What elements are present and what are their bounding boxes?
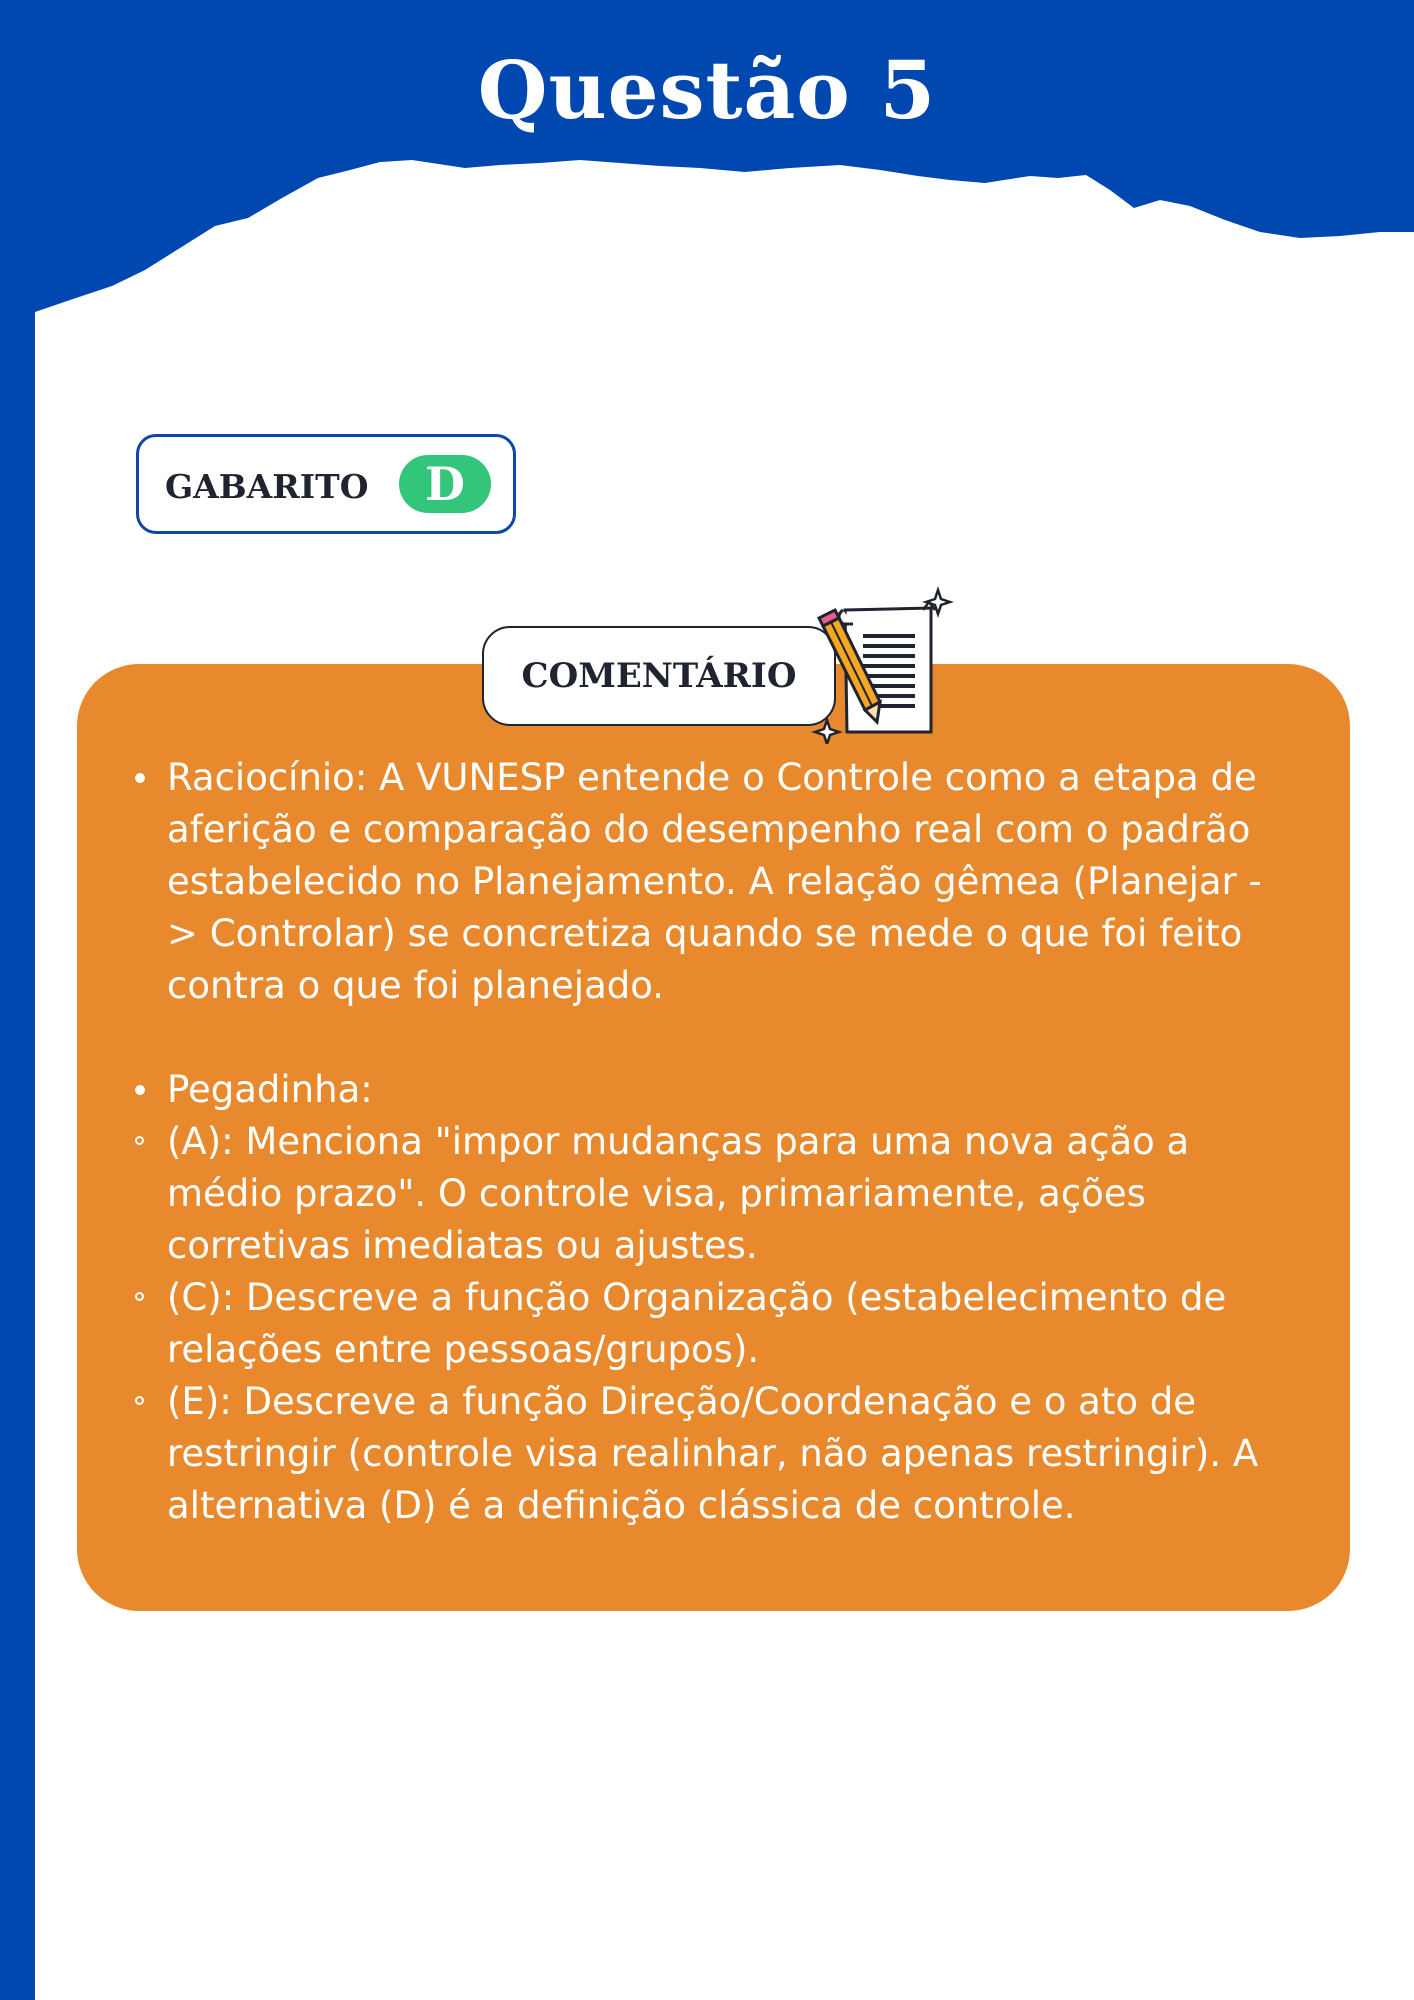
text-line: alternativa (D) é a definição clássica de controle. (167, 1484, 1076, 1527)
text-line: (E): Descreve a função Direção/Coordenação e o ato de (167, 1380, 1196, 1423)
text-line: estabelecido no Planejamento. A relação gêmea (Planejar - (167, 860, 1262, 903)
bullet-dot (135, 1085, 145, 1095)
text-line: (A): Menciona "impor mudanças para uma nova ação a (167, 1120, 1190, 1163)
comment-content (167, 752, 1337, 1532)
text-line: > Controlar) se concretiza quando se mede o que foi feito (167, 912, 1243, 955)
answer-letter: D (399, 455, 491, 513)
bullet-circle (135, 1292, 144, 1301)
page-title: Questão 5 (477, 43, 937, 137)
comment-tab-label: COMENTÁRIO (482, 626, 836, 726)
sub-list-item (167, 1376, 1337, 1532)
list-item (167, 1064, 1337, 1116)
bullet-dot (135, 773, 145, 783)
bullet-circle (135, 1136, 144, 1145)
text-line: relações entre pessoas/grupos). (167, 1328, 760, 1371)
sub-list-item (167, 1272, 1337, 1376)
text-line: médio prazo". O controle visa, primariamente, ações (167, 1172, 1146, 1215)
list-item (167, 752, 1337, 1012)
text-line: corretivas imediatas ou ajustes. (167, 1224, 758, 1267)
sub-list-item (167, 1116, 1337, 1272)
text-line: restringir (controle visa realinhar, não apenas restringir). A (167, 1432, 1259, 1475)
document-icon (805, 584, 965, 744)
text-line: aferição e comparação do desempenho real com o padrão (167, 808, 1251, 851)
answer-key-badge (136, 434, 516, 534)
sparkle-icon (815, 720, 839, 744)
text-line: Raciocínio: A VUNESP entende o Controle como a etapa de (167, 756, 1257, 799)
text-line: contra o que foi planejado. (167, 964, 664, 1007)
bullet-circle (135, 1396, 144, 1405)
text-line: (C): Descreve a função Organização (estabelecimento de (167, 1276, 1227, 1319)
pegadinha-label: Pegadinha: (167, 1068, 373, 1111)
answer-key-label: GABARITO (165, 467, 369, 506)
